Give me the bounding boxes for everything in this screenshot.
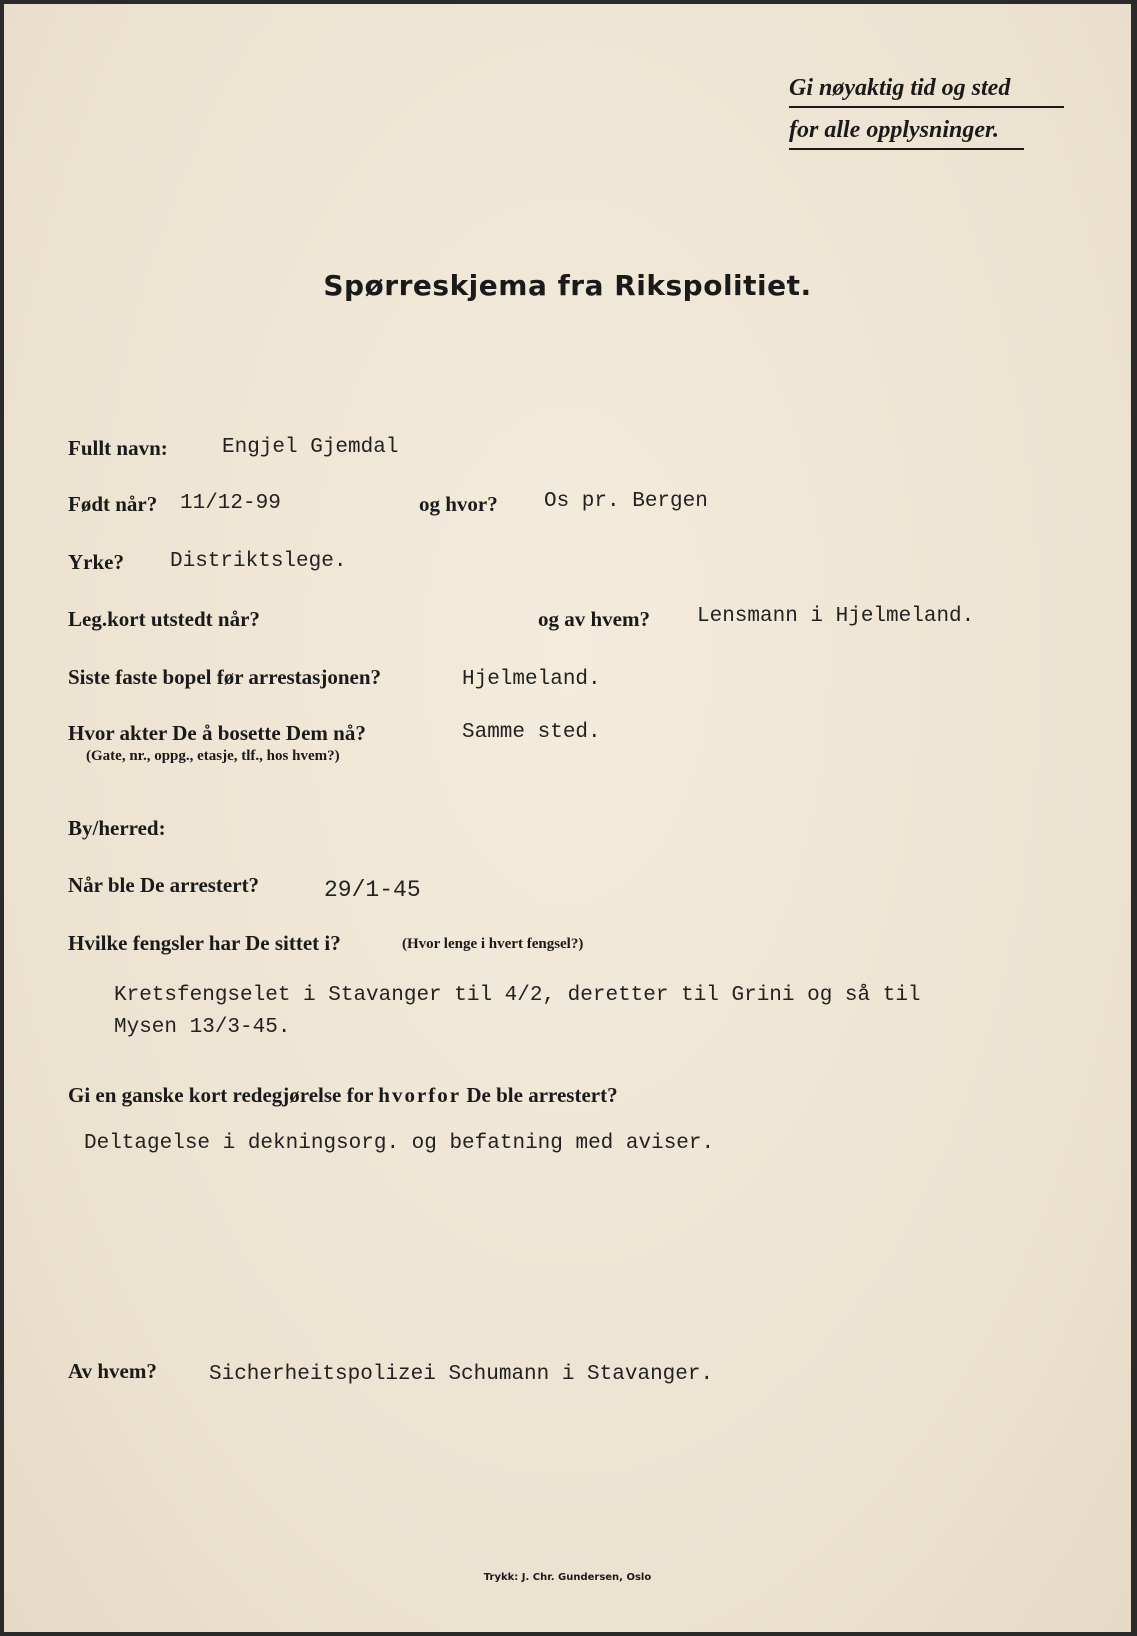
name-label: Fullt navn: (68, 436, 168, 460)
reason-value: Deltagelse i dekningsorg. og befatning med aviser. (84, 1132, 715, 1155)
prisons-label: Hvilke fengsler har De sittet i? (68, 931, 341, 955)
questionnaire-page (4, 4, 1131, 1632)
instruction-line-1: Gi nøyaktig tid og sted (789, 72, 1064, 108)
instruction-note (789, 72, 1064, 150)
printer-footer: Trykk: J. Chr. Gundersen, Oslo (483, 1572, 652, 1583)
legkort-by-value: Lensmann i Hjelmeland. (697, 605, 975, 628)
reason-label-part-a: Gi en ganske kort redegjørelse for (68, 1083, 374, 1107)
residence-value: Hjelmeland. (462, 668, 601, 691)
born-label: Født når? (68, 492, 158, 516)
legkort-by-label: og av hvem? (538, 607, 650, 631)
born-value: 11/12-99 (180, 492, 281, 515)
occupation-value: Distriktslege. (170, 550, 347, 573)
by-whom-value: Sicherheitspolizei Schumann i Stavanger. (209, 1363, 714, 1386)
arrested-label: Når ble De arrestert? (68, 873, 260, 897)
prisons-value-line2: Mysen 13/3-45. (114, 1016, 291, 1039)
prisons-hint: (Hvor lenge i hvert fengsel?) (402, 936, 584, 952)
prisons-value-line1: Kretsfengselet i Stavanger til 4/2, deretter til Grini og så til (114, 984, 921, 1007)
residence-label: Siste faste bopel før arrestasjonen? (68, 665, 382, 689)
instruction-line-2: for alle opplysninger. (789, 114, 1024, 150)
arrested-value: 29/1-45 (324, 877, 421, 903)
reason-label-emphasis: hvorfor (378, 1083, 462, 1107)
town-label: By/herred: (68, 816, 166, 840)
by-whom-label: Av hvem? (68, 1359, 157, 1383)
settle-value: Samme sted. (462, 721, 601, 744)
where-label: og hvor? (419, 492, 498, 516)
where-value: Os pr. Bergen (544, 490, 708, 513)
settle-label: Hvor akter De å bosette Dem nå? (68, 721, 366, 745)
form-title: Spørreskjema fra Rikspolitiet. (323, 269, 812, 302)
reason-label-part-c: De ble arrestert? (466, 1083, 618, 1107)
settle-hint: (Gate, nr., oppg., etasje, tlf., hos hvem?) (86, 748, 340, 764)
legkort-label: Leg.kort utstedt når? (68, 607, 260, 631)
occupation-label: Yrke? (68, 550, 124, 574)
reason-label (68, 1083, 618, 1108)
name-value: Engjel Gjemdal (222, 436, 399, 459)
